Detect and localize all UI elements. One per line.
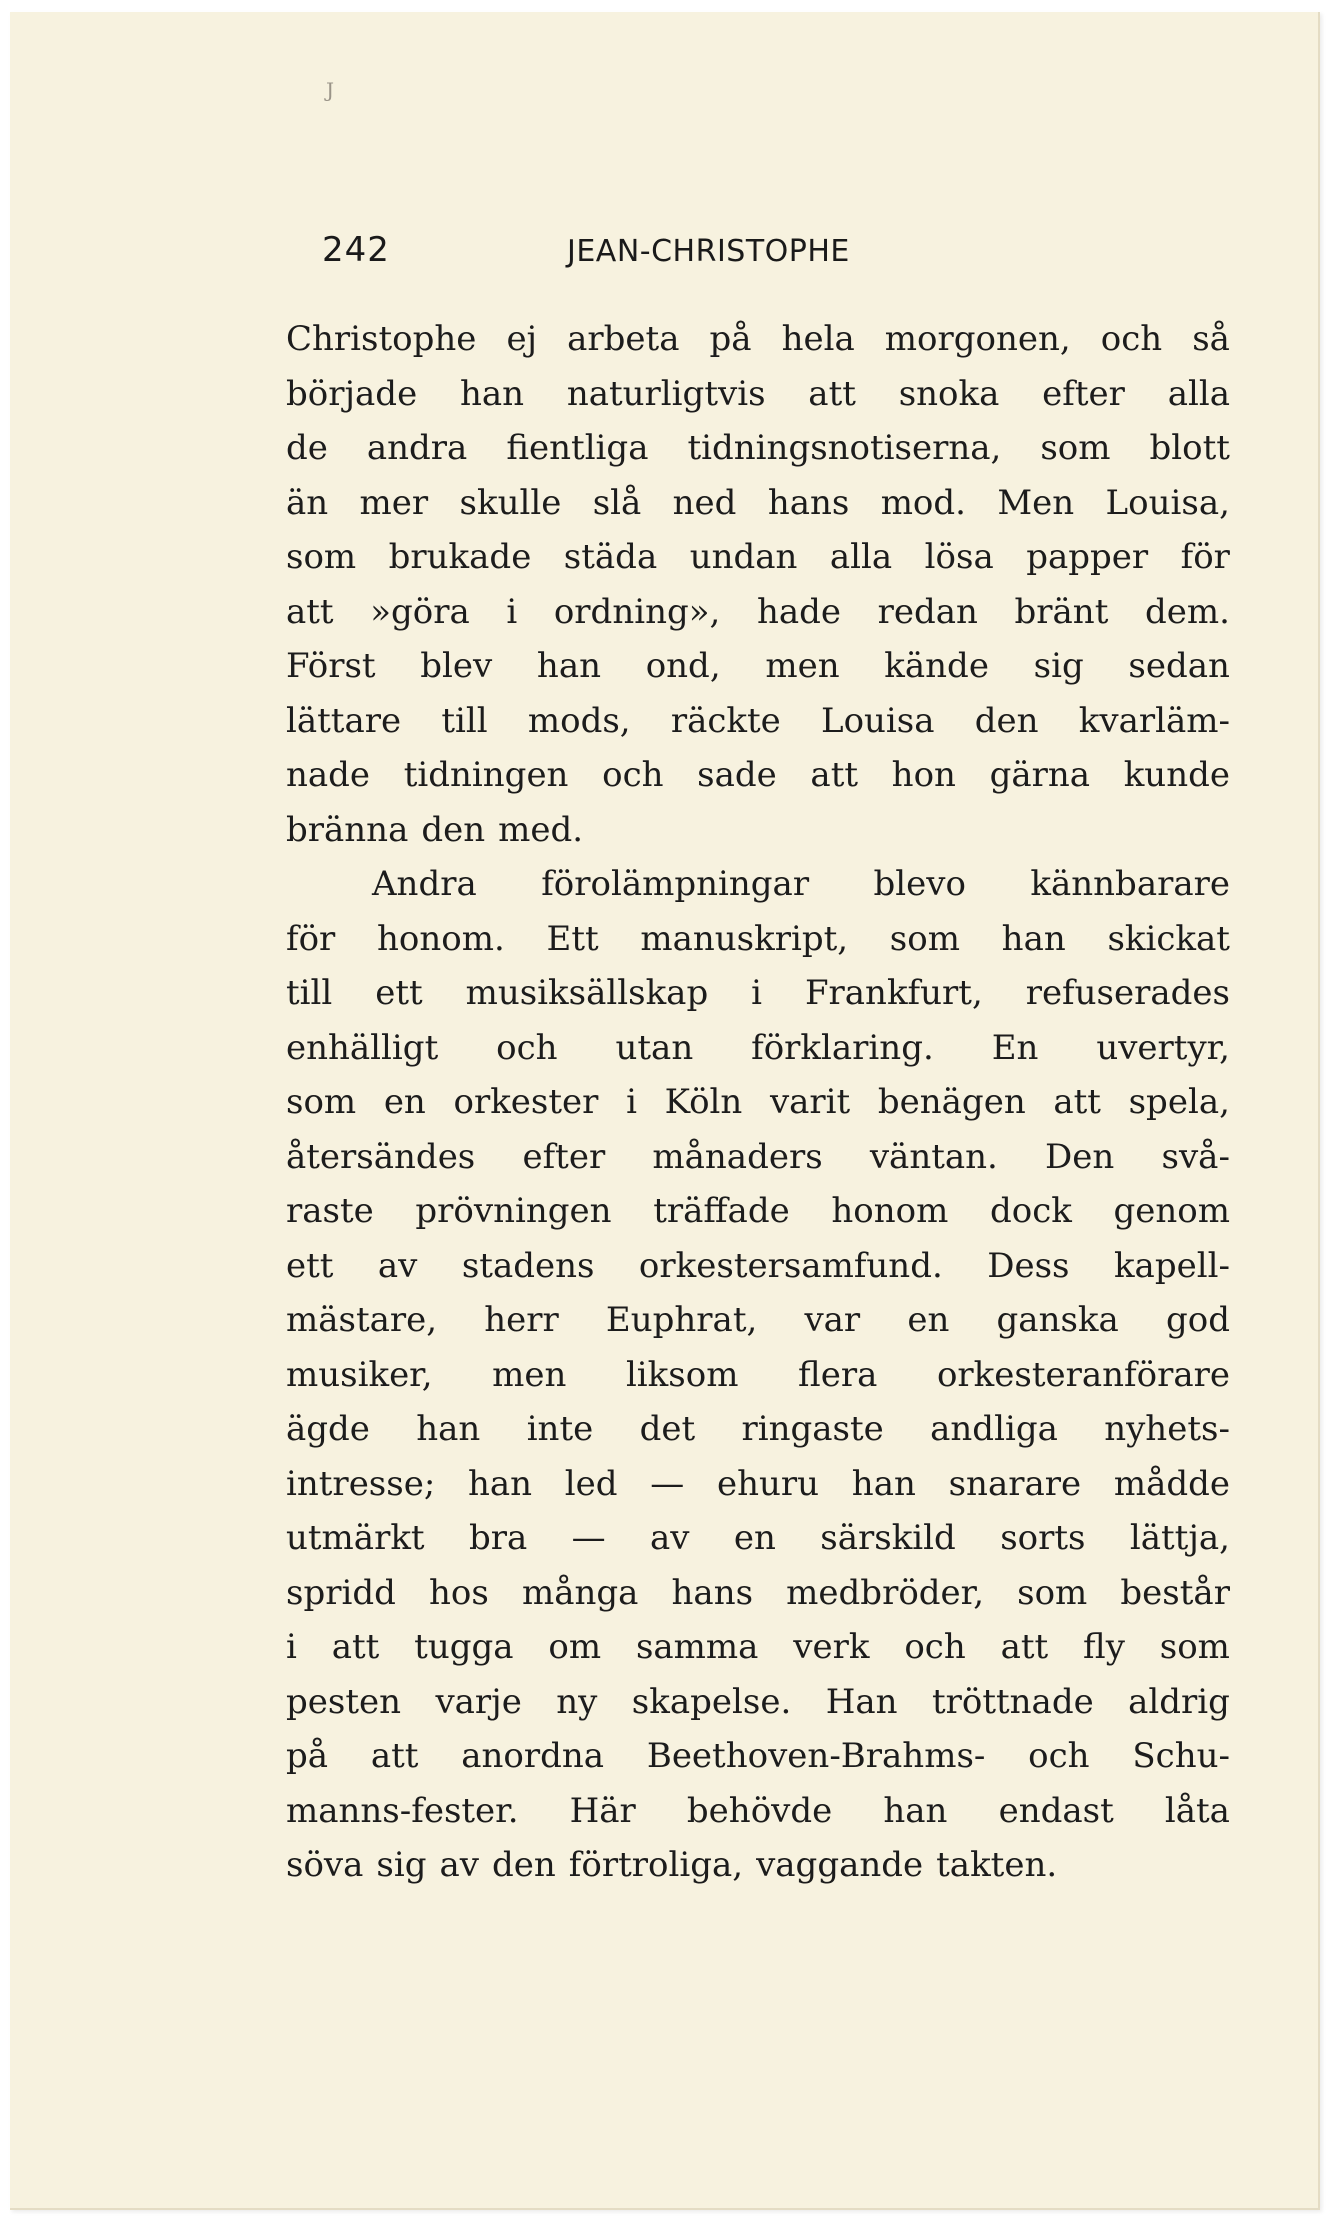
word: städa	[563, 537, 658, 577]
paragraph	[286, 312, 1230, 857]
word: Louisa,	[1105, 482, 1230, 523]
word: som	[889, 918, 960, 959]
pencil-mark: J	[326, 78, 335, 102]
word: ond,	[645, 646, 721, 686]
word: sade	[697, 755, 777, 795]
word: ned	[672, 482, 737, 523]
word: manns-fester.	[286, 1790, 519, 1831]
word: han	[536, 646, 601, 686]
word: Först	[286, 646, 376, 686]
word: varit	[769, 1082, 851, 1122]
word: låta	[1164, 1790, 1230, 1831]
text-line	[286, 1293, 1230, 1348]
word: skulle	[459, 482, 562, 523]
word: lösa	[924, 537, 994, 577]
word: orkestersamfund.	[638, 1245, 943, 1286]
word: mod.	[880, 482, 966, 523]
word: som	[286, 1082, 357, 1122]
text-line	[286, 1566, 1230, 1621]
word: för	[1180, 537, 1230, 577]
word: i	[506, 591, 518, 632]
word: ny	[556, 1681, 598, 1722]
word: kännbarare	[1030, 864, 1230, 904]
word: bra	[468, 1518, 528, 1558]
word: räckte	[670, 700, 781, 741]
text-line	[286, 1457, 1230, 1512]
word: flera	[798, 1354, 878, 1395]
word: manuskript,	[640, 918, 849, 959]
word: honom	[831, 1191, 949, 1231]
word: Men	[997, 482, 1075, 523]
word: av	[650, 1518, 690, 1558]
word: genom	[1113, 1191, 1230, 1231]
word: särskild	[820, 1518, 956, 1558]
word: morgonen,	[884, 319, 1071, 359]
word: refuserades	[1025, 973, 1230, 1013]
page-header	[322, 230, 1242, 280]
word: led	[564, 1463, 618, 1504]
word: brukade	[388, 537, 532, 577]
book-page	[10, 12, 1320, 2210]
word: av	[439, 1845, 479, 1885]
text-line	[286, 1511, 1230, 1566]
word: sig	[1033, 646, 1084, 686]
word: god	[1165, 1300, 1230, 1340]
word: ringaste	[741, 1409, 884, 1449]
word: sedan	[1128, 646, 1230, 686]
word: att	[1000, 1627, 1049, 1667]
word: på	[709, 319, 752, 359]
body-text	[286, 312, 1230, 1893]
text-line	[286, 1021, 1230, 1076]
word: att	[370, 1736, 419, 1776]
word: som	[286, 537, 357, 577]
word: men	[492, 1354, 567, 1395]
word: att	[331, 1627, 380, 1667]
word: förklaring.	[751, 1027, 934, 1068]
word: ej	[506, 319, 538, 359]
text-line	[286, 1784, 1230, 1839]
word: anordna	[461, 1736, 605, 1776]
word: hon	[891, 755, 956, 795]
word: en	[733, 1518, 776, 1558]
word: ordning»,	[553, 591, 721, 632]
word: består	[1120, 1572, 1230, 1613]
word: började	[286, 373, 418, 414]
word: tugga	[414, 1627, 514, 1667]
word: i	[286, 1627, 297, 1667]
word: ganska	[996, 1300, 1119, 1340]
word: skickat	[1107, 918, 1230, 959]
word: fly	[1083, 1627, 1125, 1667]
word: och	[904, 1627, 966, 1667]
word: han	[468, 1463, 533, 1504]
word: blott	[1149, 428, 1230, 468]
word: Christophe	[286, 319, 477, 359]
word: han	[883, 1790, 948, 1831]
word: Schu-	[1132, 1736, 1230, 1776]
word: snarare	[948, 1463, 1082, 1504]
word: intresse;	[286, 1463, 436, 1504]
word: han	[459, 373, 525, 414]
word: att	[808, 373, 856, 414]
word: lättare	[286, 700, 402, 741]
word: han	[1001, 918, 1066, 959]
word: de	[286, 428, 328, 468]
word: mådde	[1113, 1463, 1230, 1504]
word: honom.	[377, 918, 505, 959]
word: en	[383, 1082, 426, 1122]
word: hos	[429, 1572, 489, 1613]
word: Han	[825, 1681, 898, 1722]
text-line	[286, 803, 1230, 858]
word: hans	[767, 482, 850, 523]
word: skapelse.	[631, 1681, 792, 1722]
word: tröttnade	[931, 1681, 1094, 1722]
word: —	[571, 1518, 606, 1558]
word: nade	[286, 755, 371, 795]
word: som	[1159, 1627, 1230, 1667]
word: samma	[635, 1627, 759, 1667]
word: dem.	[1144, 591, 1230, 632]
word: i	[626, 1082, 637, 1122]
word: och	[602, 755, 664, 795]
word: många	[521, 1572, 639, 1613]
word: tidningen	[403, 755, 569, 795]
word: den	[974, 700, 1039, 741]
text-line	[286, 639, 1230, 694]
word: Här	[569, 1790, 636, 1831]
word: behövde	[686, 1790, 833, 1831]
word: kunde	[1123, 755, 1230, 795]
word: Andra	[372, 864, 477, 904]
word: men	[765, 646, 840, 686]
paragraph	[286, 857, 1230, 1893]
text-line	[286, 694, 1230, 749]
word: söva	[286, 1845, 364, 1885]
word: ett	[375, 973, 423, 1013]
text-line	[286, 1675, 1230, 1730]
word: av	[377, 1245, 418, 1286]
word: i	[751, 973, 763, 1013]
word: Den	[1045, 1136, 1115, 1177]
word: herr	[484, 1300, 559, 1340]
word: Ett	[546, 918, 599, 959]
word: att	[286, 591, 334, 632]
word: Dess	[987, 1245, 1070, 1286]
word: »göra	[370, 591, 470, 632]
word: inte	[526, 1409, 594, 1449]
word: spela,	[1128, 1082, 1230, 1122]
word: på	[286, 1736, 329, 1776]
word: hela	[781, 319, 855, 359]
word: medbröder,	[786, 1572, 984, 1613]
word: pesten	[286, 1681, 402, 1722]
word: Beethoven-Brahms-	[646, 1736, 986, 1776]
word: sig	[376, 1845, 427, 1885]
word: enhälligt	[286, 1027, 439, 1068]
word: mästare,	[286, 1300, 438, 1340]
word: benägen	[877, 1082, 1026, 1122]
word: och	[1100, 319, 1163, 359]
text-line	[286, 367, 1230, 422]
word: varje	[435, 1681, 522, 1722]
word: Euphrat,	[605, 1300, 758, 1340]
text-line	[286, 1075, 1230, 1130]
word: dock	[989, 1191, 1072, 1231]
word: han	[851, 1463, 916, 1504]
word: Köln	[664, 1082, 743, 1122]
word: musiksällskap	[465, 973, 709, 1013]
word: endast	[998, 1790, 1114, 1831]
word: snoka	[898, 373, 1000, 414]
text-line	[286, 1838, 1230, 1893]
word: andra	[366, 428, 468, 468]
word: hade	[756, 591, 842, 632]
text-line	[286, 1348, 1230, 1403]
word: svå-	[1161, 1136, 1230, 1177]
word: Frankfurt,	[804, 973, 983, 1013]
word: ett	[286, 1245, 334, 1286]
word: undan	[689, 537, 798, 577]
word: en	[907, 1300, 950, 1340]
word: som	[1017, 1572, 1088, 1613]
word: efter	[522, 1136, 606, 1177]
word: och	[1028, 1736, 1090, 1776]
word: tidningsnotiserna,	[687, 428, 1002, 468]
text-line	[286, 1729, 1230, 1784]
word: kände	[884, 646, 989, 686]
word: andliga	[930, 1409, 1058, 1449]
word: efter	[1042, 373, 1125, 414]
word: utan	[615, 1027, 694, 1068]
text-line	[286, 312, 1230, 367]
word: som	[1040, 428, 1111, 468]
word: förolämpningar	[541, 864, 810, 904]
word: blevo	[873, 864, 966, 904]
word: papper	[1026, 537, 1149, 577]
word: lättja,	[1129, 1518, 1230, 1558]
text-line	[286, 966, 1230, 1021]
word: kapell-	[1113, 1245, 1230, 1286]
word: stadens	[461, 1245, 595, 1286]
word: kvarläm-	[1078, 700, 1230, 741]
word: —	[650, 1463, 685, 1504]
word: med.	[498, 809, 584, 850]
text-line	[286, 476, 1230, 531]
word: alla	[1167, 373, 1230, 414]
word: Louisa	[820, 700, 935, 741]
text-line	[286, 857, 1230, 912]
word: väntan.	[869, 1136, 998, 1177]
word: sorts	[1000, 1518, 1086, 1558]
word: raste	[286, 1191, 374, 1231]
word: blev	[420, 646, 493, 686]
word: mer	[359, 482, 429, 523]
word: så	[1192, 319, 1230, 359]
word: mods,	[527, 700, 631, 741]
word: den	[491, 1845, 556, 1885]
text-line	[286, 585, 1230, 640]
word: till	[441, 700, 488, 741]
word: fientliga	[506, 428, 649, 468]
word: naturligtvis	[566, 373, 766, 414]
word: nyhets-	[1104, 1409, 1230, 1449]
word: det	[639, 1409, 696, 1449]
text-line	[286, 530, 1230, 585]
text-line	[286, 1239, 1230, 1294]
word: vaggande	[756, 1845, 924, 1885]
word: liksom	[625, 1354, 739, 1395]
text-line	[286, 1130, 1230, 1185]
word: för	[286, 918, 336, 959]
word: verk	[793, 1627, 870, 1667]
page-number: 242	[322, 230, 390, 270]
text-line	[286, 1620, 1230, 1675]
word: gärna	[989, 755, 1091, 795]
word: aldrig	[1128, 1681, 1230, 1722]
word: takten.	[936, 1845, 1058, 1885]
word: att	[810, 755, 859, 795]
word: bränt	[1014, 591, 1109, 632]
word: prövningen	[415, 1191, 612, 1231]
word: alla	[829, 537, 893, 577]
word: månaders	[652, 1136, 823, 1177]
word: träffade	[653, 1191, 790, 1231]
text-line	[286, 421, 1230, 476]
word: utmärkt	[286, 1518, 425, 1558]
word: ägde	[286, 1409, 370, 1449]
word: uvertyr,	[1096, 1027, 1230, 1068]
word: och	[496, 1027, 558, 1068]
text-line	[286, 1184, 1230, 1239]
word: han	[416, 1409, 481, 1449]
word: musiker,	[286, 1354, 433, 1395]
word: var	[804, 1300, 861, 1340]
word: slå	[592, 482, 642, 523]
word: orkester	[453, 1082, 599, 1122]
word: den	[421, 809, 486, 850]
word: förtroliga,	[568, 1845, 744, 1885]
text-line	[286, 912, 1230, 967]
running-head: JEAN-CHRISTOPHE	[567, 234, 850, 269]
word: En	[991, 1027, 1039, 1068]
word: om	[548, 1627, 602, 1667]
text-line	[286, 748, 1230, 803]
word: bränna	[286, 809, 409, 850]
word: återsändes	[286, 1136, 476, 1177]
word: ehuru	[717, 1463, 820, 1504]
word: än	[286, 482, 329, 523]
word: spridd	[286, 1572, 396, 1613]
word: arbeta	[567, 319, 680, 359]
word: att	[1053, 1082, 1101, 1122]
word: hans	[671, 1572, 754, 1613]
word: till	[286, 973, 333, 1013]
word: orkesteranförare	[936, 1354, 1230, 1395]
word: redan	[877, 591, 978, 632]
text-line	[286, 1402, 1230, 1457]
